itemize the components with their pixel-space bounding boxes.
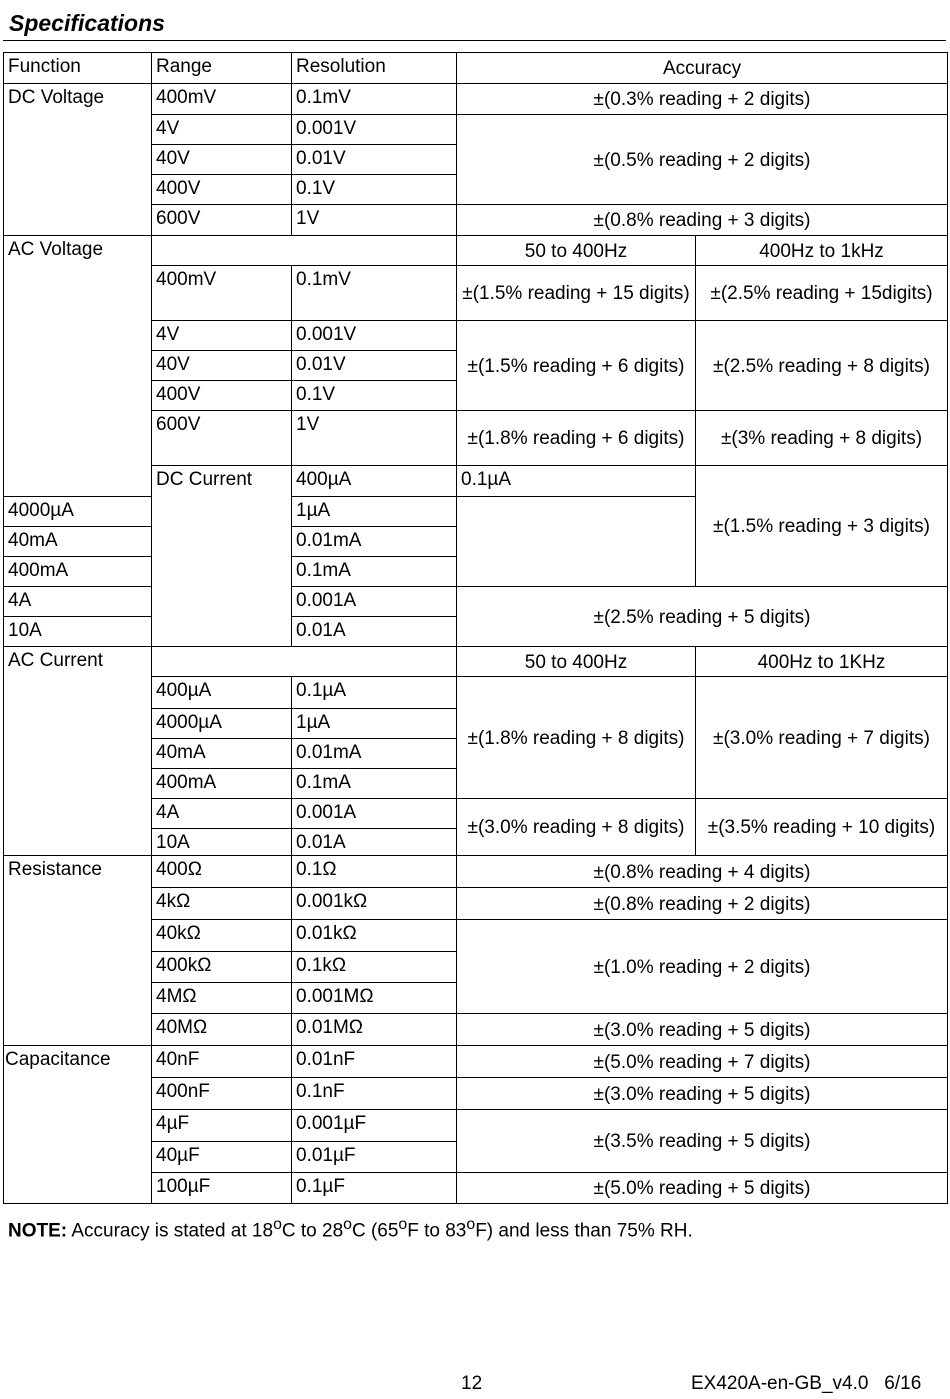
table-row xyxy=(4,587,948,617)
range-cell: 4000µA xyxy=(4,497,152,527)
accuracy-cell: ±(0.8% reading + 4 digits) xyxy=(457,856,948,888)
resolution-cell: 0.1V xyxy=(292,175,457,205)
range-cell: 400mV xyxy=(152,84,292,115)
table-row xyxy=(4,1046,948,1078)
range-cell: 600V xyxy=(152,411,292,466)
range-cell: 40V xyxy=(152,145,292,175)
accuracy-cell: ±(3.5% reading + 5 digits) xyxy=(457,1110,948,1173)
resolution-cell: 1V xyxy=(292,205,457,236)
accuracy-cell: ±(3.0% reading + 8 digits) xyxy=(457,799,696,856)
resolution-cell: 0.01µF xyxy=(292,1142,457,1173)
resolution-cell: 0.001µF xyxy=(292,1110,457,1142)
accuracy-cell: ±(5.0% reading + 5 digits) xyxy=(457,1173,948,1204)
header-accuracy: Accuracy xyxy=(457,53,948,84)
table-row xyxy=(4,647,948,677)
range-cell: 40kΩ xyxy=(152,920,292,952)
accuracy-cell: ±(1.5% reading + 15 digits) xyxy=(457,266,696,321)
resolution-cell: 0.01A xyxy=(292,829,457,856)
resolution-cell: 0.01mA xyxy=(292,739,457,769)
range-cell: 400kΩ xyxy=(152,952,292,983)
accuracy-cell: ±(0.3% reading + 2 digits) xyxy=(457,84,948,115)
frequency-band-1: 50 to 400Hz xyxy=(457,647,696,677)
resolution-cell: 0.001V xyxy=(292,115,457,145)
range-cell: 400V xyxy=(152,381,292,411)
range-cell: 40µF xyxy=(152,1142,292,1173)
header-range: Range xyxy=(152,53,292,84)
resolution-cell: 0.1µF xyxy=(292,1173,457,1204)
accuracy-cell: ±(3.5% reading + 10 digits) xyxy=(696,799,948,856)
range-cell: 100µF xyxy=(152,1173,292,1204)
accuracy-cell: ±(1.5% reading + 3 digits) xyxy=(696,466,948,587)
header-function: Function xyxy=(4,53,152,84)
accuracy-cell: ±(2.5% reading + 15digits) xyxy=(696,266,948,321)
resolution-cell: 0.001A xyxy=(292,799,457,829)
range-cell: 4A xyxy=(4,587,152,617)
accuracy-cell: ±(2.5% reading + 8 digits) xyxy=(696,321,948,411)
page-number: 12 xyxy=(461,1373,483,1394)
resolution-cell: 0.01MΩ xyxy=(292,1014,457,1046)
range-cell: 400mV xyxy=(152,266,292,321)
range-cell: 400nF xyxy=(152,1078,292,1110)
resolution-cell: 0.1µA xyxy=(292,677,457,709)
note-text: F to 83 xyxy=(407,1220,467,1242)
accuracy-cell: ±(3.0% reading + 5 digits) xyxy=(457,1014,948,1046)
resolution-cell: 0.1µA xyxy=(457,466,696,497)
table-row xyxy=(4,856,948,888)
range-cell: 4V xyxy=(152,321,292,351)
document-id: EX420A-en-GB_v4.0 6/16 xyxy=(691,1373,922,1394)
resolution-cell: 0.1mV xyxy=(292,84,457,115)
resolution-cell: 1µA xyxy=(292,497,457,527)
frequency-band-2: 400Hz to 1kHz xyxy=(696,236,948,266)
resolution-cell: 1µA xyxy=(292,709,457,739)
function-ac-current: AC Current xyxy=(4,647,152,856)
resolution-cell: 0.001V xyxy=(292,321,457,351)
resolution-cell: 0.1nF xyxy=(292,1078,457,1110)
resolution-cell: 0.001MΩ xyxy=(292,983,457,1014)
range-cell: 400µA xyxy=(292,466,457,497)
range-cell: 600V xyxy=(152,205,292,236)
note-text: F) and less than 75% RH. xyxy=(475,1220,693,1242)
range-cell: 4000µA xyxy=(152,709,292,739)
degree-sup: o xyxy=(273,1216,282,1233)
note-text: C (65 xyxy=(351,1220,399,1242)
range-cell: 400V xyxy=(152,175,292,205)
resolution-cell: 0.1Ω xyxy=(292,856,457,888)
range-cell: 4kΩ xyxy=(152,888,292,920)
note-text: Accuracy is stated at 18 xyxy=(67,1220,274,1242)
accuracy-cell: ±(0.8% reading + 2 digits) xyxy=(457,888,948,920)
range-cell: 40nF xyxy=(152,1046,292,1078)
resolution-cell: 0.01V xyxy=(292,145,457,175)
degree-sup: o xyxy=(466,1216,476,1233)
function-capacitance: Capacitance xyxy=(4,1046,152,1204)
range-cell: 400Ω xyxy=(152,856,292,888)
range-cell: 10A xyxy=(152,829,292,856)
function-dc-current: DC Current xyxy=(152,466,292,647)
frequency-band-2: 400Hz to 1KHz xyxy=(696,647,948,677)
range-cell: 40mA xyxy=(4,527,152,557)
title-rule xyxy=(3,40,946,41)
empty-cell xyxy=(152,647,457,677)
frequency-band-1: 50 to 400Hz xyxy=(457,236,696,266)
accuracy-cell: ±(1.5% reading + 6 digits) xyxy=(457,321,696,411)
degree-sup: o xyxy=(343,1216,352,1233)
resolution-cell: 0.01mA xyxy=(292,527,457,557)
range-cell: 400mA xyxy=(152,769,292,799)
range-cell: 4V xyxy=(152,115,292,145)
resolution-cell: 0.1mA xyxy=(292,557,457,587)
function-ac-voltage: AC Voltage xyxy=(4,236,152,497)
range-cell: 400µA xyxy=(152,677,292,709)
resolution-cell: 0.001A xyxy=(292,587,457,617)
range-cell: 40V xyxy=(152,351,292,381)
note-text: C to 28 xyxy=(281,1220,344,1242)
accuracy-cell: ±(3.0% reading + 5 digits) xyxy=(457,1078,948,1110)
table-row xyxy=(4,84,948,115)
resolution-cell: 0.001kΩ xyxy=(292,888,457,920)
range-cell: 4MΩ xyxy=(152,983,292,1014)
resolution-cell: 0.01A xyxy=(292,617,457,647)
accuracy-cell: ±(3.0% reading + 7 digits) xyxy=(696,677,948,799)
accuracy-note xyxy=(8,1216,693,1242)
resolution-cell: 0.1kΩ xyxy=(292,952,457,983)
resolution-cell: 0.1V xyxy=(292,381,457,411)
range-cell: 40mA xyxy=(152,739,292,769)
resolution-cell: 1V xyxy=(292,411,457,466)
resolution-cell: 0.01kΩ xyxy=(292,920,457,952)
accuracy-cell: ±(0.8% reading + 3 digits) xyxy=(457,205,948,236)
range-cell: 4µF xyxy=(152,1110,292,1142)
header-row xyxy=(4,53,948,84)
range-cell: 40MΩ xyxy=(152,1014,292,1046)
accuracy-cell: ±(1.0% reading + 2 digits) xyxy=(457,920,948,1014)
degree-sup: o xyxy=(398,1216,408,1233)
range-cell: 400mA xyxy=(4,557,152,587)
specifications-table xyxy=(3,52,948,1204)
range-cell: 4A xyxy=(152,799,292,829)
resolution-cell: 0.1mA xyxy=(292,769,457,799)
note-label: NOTE: xyxy=(8,1220,68,1242)
page-title: Specifications xyxy=(9,10,165,36)
function-dc-voltage: DC Voltage xyxy=(4,84,152,236)
resolution-cell: 0.01V xyxy=(292,351,457,381)
accuracy-cell: ±(3% reading + 8 digits) xyxy=(696,411,948,466)
function-resistance: Resistance xyxy=(4,856,152,1046)
accuracy-cell: ±(5.0% reading + 7 digits) xyxy=(457,1046,948,1078)
table-row xyxy=(4,236,948,266)
empty-cell xyxy=(152,236,457,266)
accuracy-cell: ±(2.5% reading + 5 digits) xyxy=(457,587,948,647)
accuracy-cell: ±(1.8% reading + 6 digits) xyxy=(457,411,696,466)
range-cell: 10A xyxy=(4,617,152,647)
accuracy-cell: ±(1.8% reading + 8 digits) xyxy=(457,677,696,799)
resolution-cell: 0.1mV xyxy=(292,266,457,321)
header-resolution: Resolution xyxy=(292,53,457,84)
resolution-cell: 0.01nF xyxy=(292,1046,457,1078)
accuracy-cell: ±(0.5% reading + 2 digits) xyxy=(457,115,948,205)
